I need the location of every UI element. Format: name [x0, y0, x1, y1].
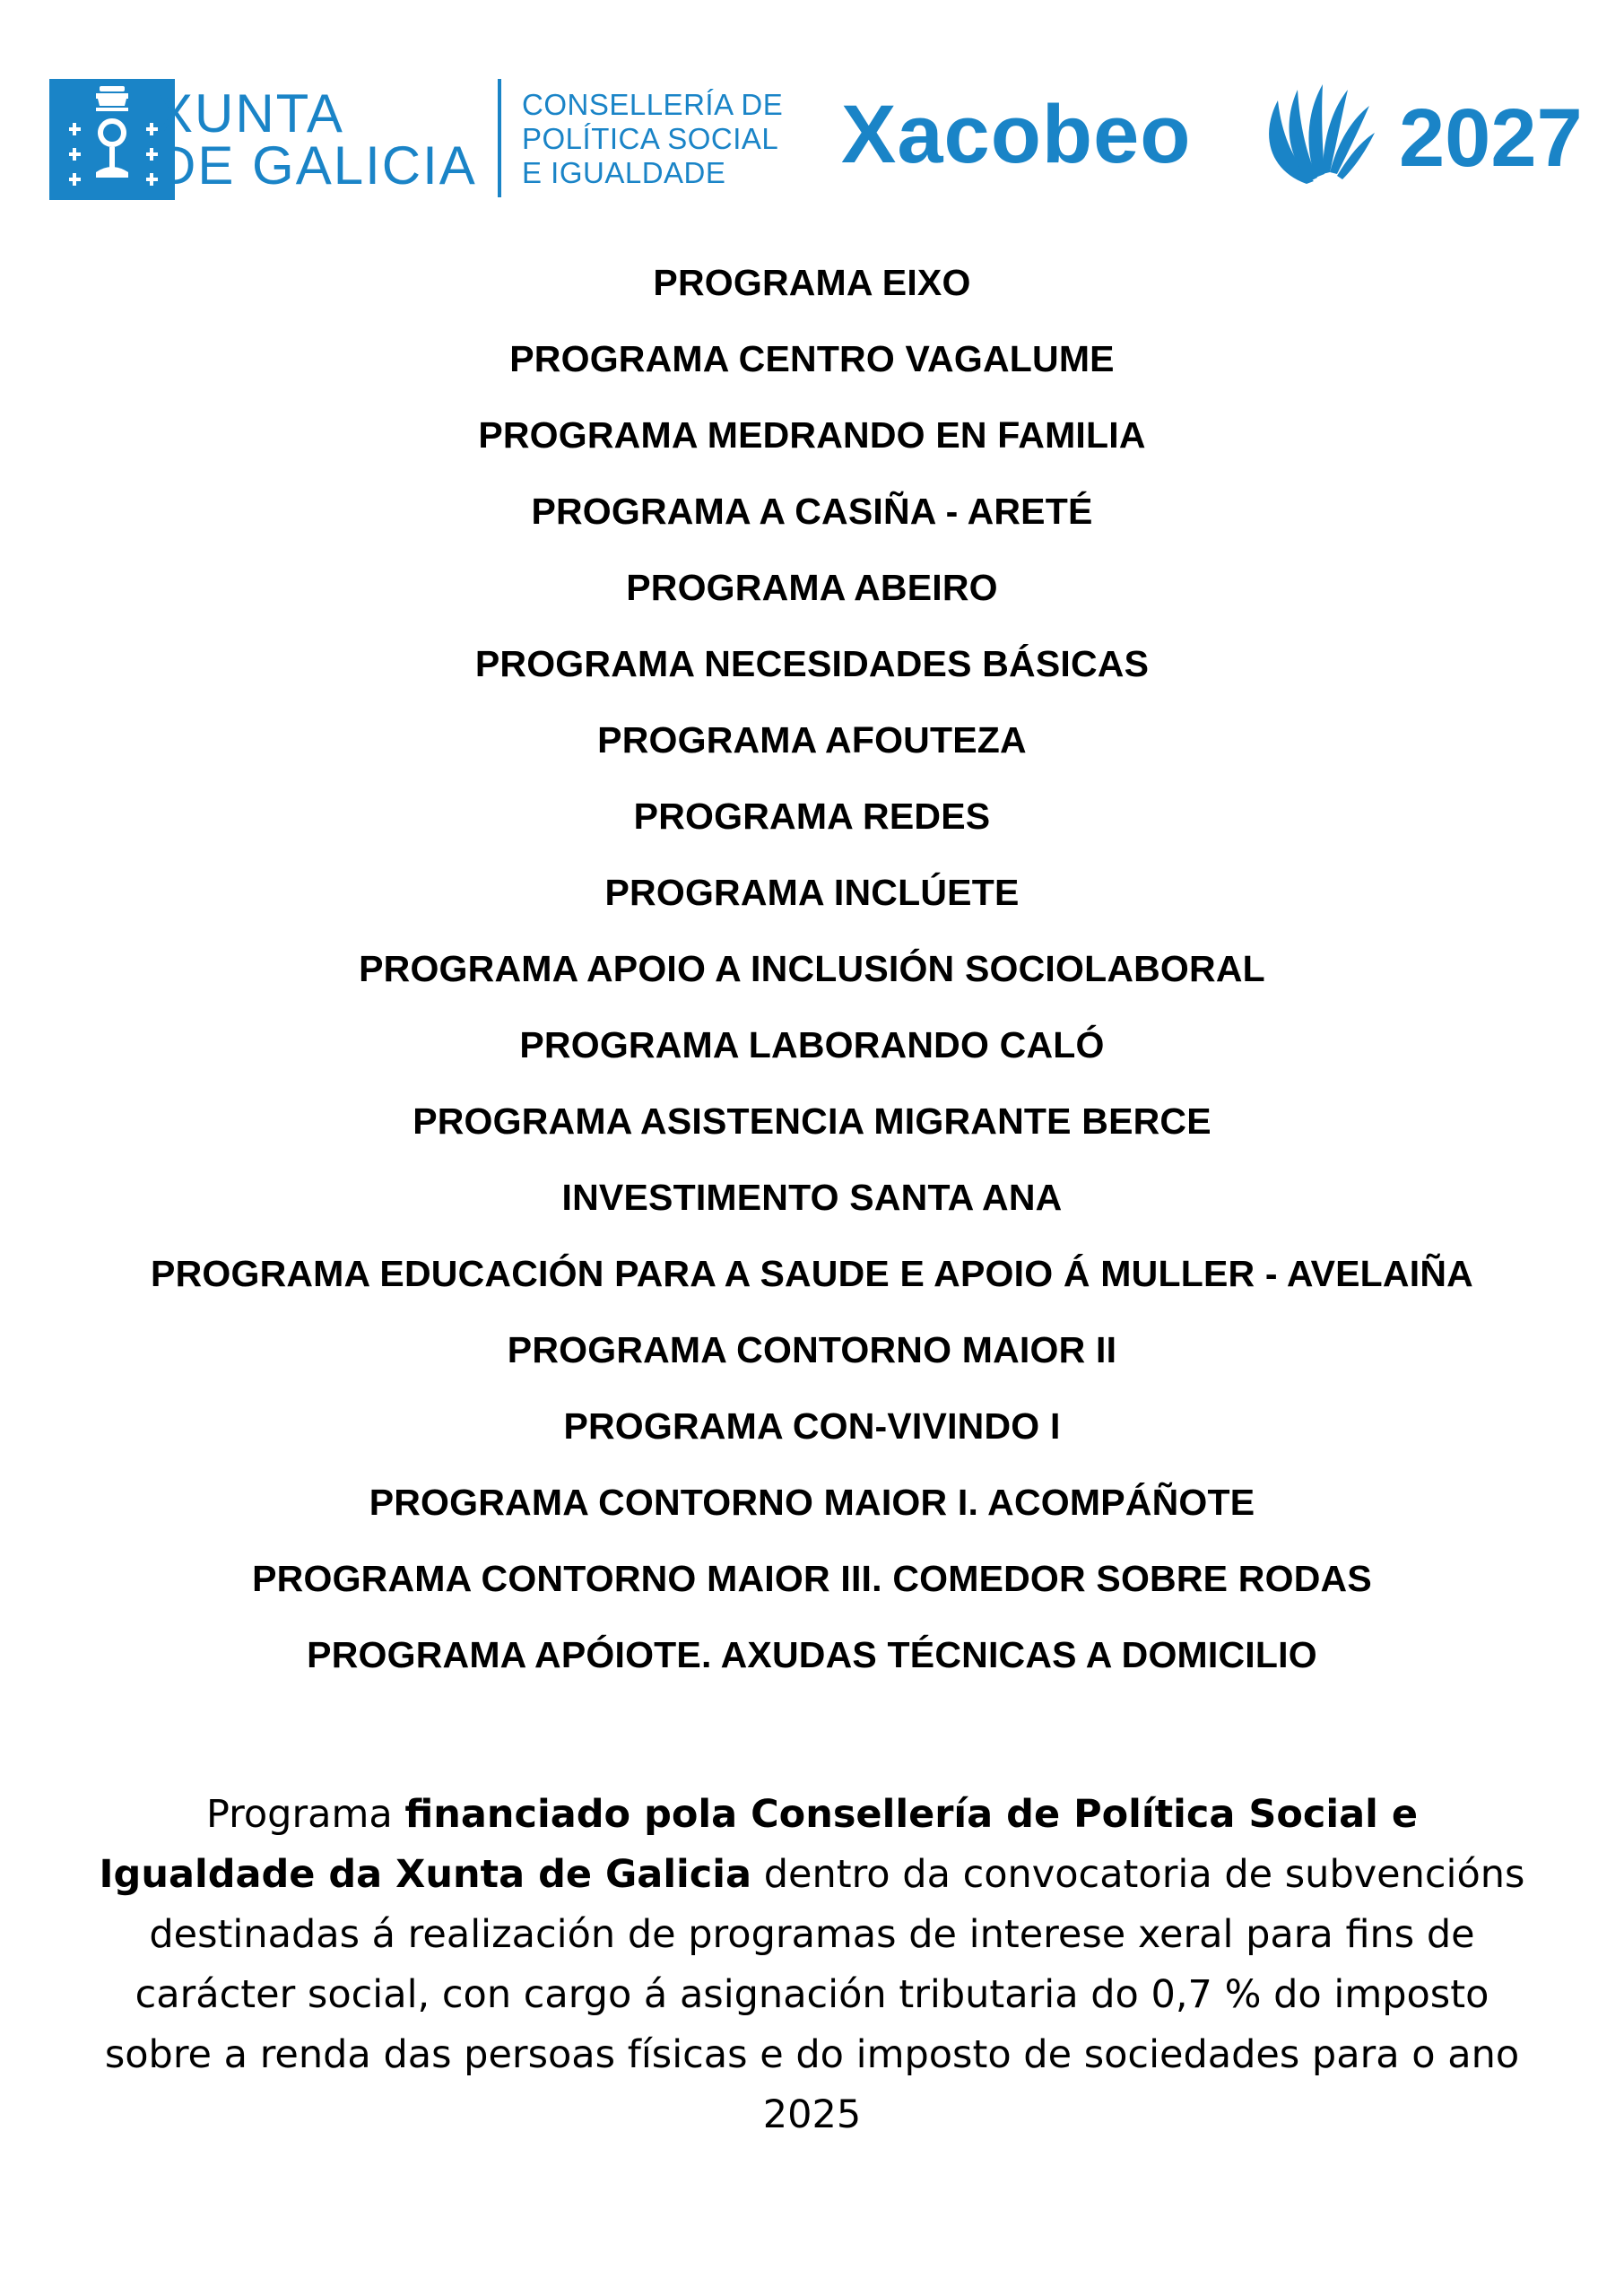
program-title: PROGRAMA EIXO — [653, 262, 971, 303]
program-item — [0, 333, 1624, 409]
program-title: PROGRAMA ABEIRO — [626, 567, 998, 608]
program-title: PROGRAMA APÓIOTE. AXUDAS TÉCNICAS A DOMICILIO — [307, 1634, 1317, 1675]
program-item — [0, 1400, 1624, 1476]
program-item — [0, 1171, 1624, 1248]
program-title: PROGRAMA CONTORNO MAIOR I. ACOMPÁÑOTE — [369, 1482, 1255, 1523]
logo-divider — [498, 79, 501, 197]
program-title: PROGRAMA CONTORNO MAIOR III. COMEDOR SOBRE RODAS — [252, 1558, 1372, 1599]
program-item — [0, 638, 1624, 714]
xunta-logo-text — [157, 83, 489, 204]
program-item — [0, 943, 1624, 1019]
funding-details: dentro da convocatoria de subvencións destinadas á realización de programas de interese xeral para fins de carácter social, con cargo á asignación tributaria do 0,7 % do imposto sobre a renda das persoas físicas e do imposto de sociedades para o ano 2025 — [104, 1852, 1525, 2137]
program-item — [0, 409, 1624, 485]
program-item — [0, 1248, 1624, 1324]
program-title: PROGRAMA MEDRANDO EN FAMILIA — [478, 414, 1146, 456]
conselleria-line-3: E IGUALDADE — [522, 156, 726, 189]
header — [0, 0, 1624, 233]
program-item — [0, 1476, 1624, 1552]
program-title: PROGRAMA INCLÚETE — [604, 872, 1020, 913]
program-item — [0, 714, 1624, 790]
program-title: PROGRAMA A CASIÑA - ARETÉ — [531, 491, 1093, 532]
program-list — [0, 257, 1624, 1705]
program-title: PROGRAMA AFOUTEZA — [597, 719, 1027, 761]
program-item — [0, 1324, 1624, 1400]
program-item — [0, 790, 1624, 866]
program-title: PROGRAMA CONTORNO MAIOR II — [507, 1329, 1117, 1370]
program-item — [0, 561, 1624, 638]
conselleria-line-2: POLÍTICA SOCIAL — [522, 122, 779, 155]
funding-prefix: Programa — [205, 1792, 405, 1837]
program-title: INVESTIMENTO SANTA ANA — [561, 1177, 1063, 1218]
conselleria-logo-text — [522, 88, 827, 190]
program-title: PROGRAMA CENTRO VAGALUME — [509, 338, 1115, 379]
xunta-line-1: XUNTA — [157, 83, 344, 144]
program-title: PROGRAMA ASISTENCIA MIGRANTE BERCE — [413, 1100, 1211, 1142]
program-title: PROGRAMA EDUCACIÓN PARA A SAUDE E APOIO Á MULLER - AVELAIÑA — [151, 1253, 1473, 1294]
program-title: PROGRAMA APOIO A INCLUSIÓN SOCIOLABORAL — [359, 948, 1265, 989]
funding-entity: financiado pola Consellería de Política Social e Igualdade da Xunta de Galicia — [99, 1792, 1419, 1897]
program-title: PROGRAMA CON-VIVINDO I — [563, 1405, 1061, 1447]
program-item — [0, 866, 1624, 943]
program-title: PROGRAMA LABORANDO CALÓ — [519, 1024, 1105, 1065]
program-item — [0, 1019, 1624, 1095]
xacobeo-logo-year: 2027 — [1399, 92, 1583, 184]
program-title: PROGRAMA NECESIDADES BÁSICAS — [474, 643, 1150, 684]
galicia-coat-of-arms-icon — [49, 79, 175, 200]
funding-statement — [99, 1785, 1525, 2145]
xacobeo-logo-name: Xacobeo — [841, 89, 1192, 180]
xunta-line-2: DE GALICIA — [157, 135, 477, 196]
program-item — [0, 485, 1624, 561]
program-item — [0, 1552, 1624, 1629]
scallop-shell-icon — [1251, 81, 1376, 193]
program-item — [0, 1629, 1624, 1705]
program-title: PROGRAMA REDES — [633, 796, 991, 837]
program-item — [0, 1095, 1624, 1171]
conselleria-line-1: CONSELLERÍA DE — [522, 88, 784, 121]
program-item — [0, 257, 1624, 333]
